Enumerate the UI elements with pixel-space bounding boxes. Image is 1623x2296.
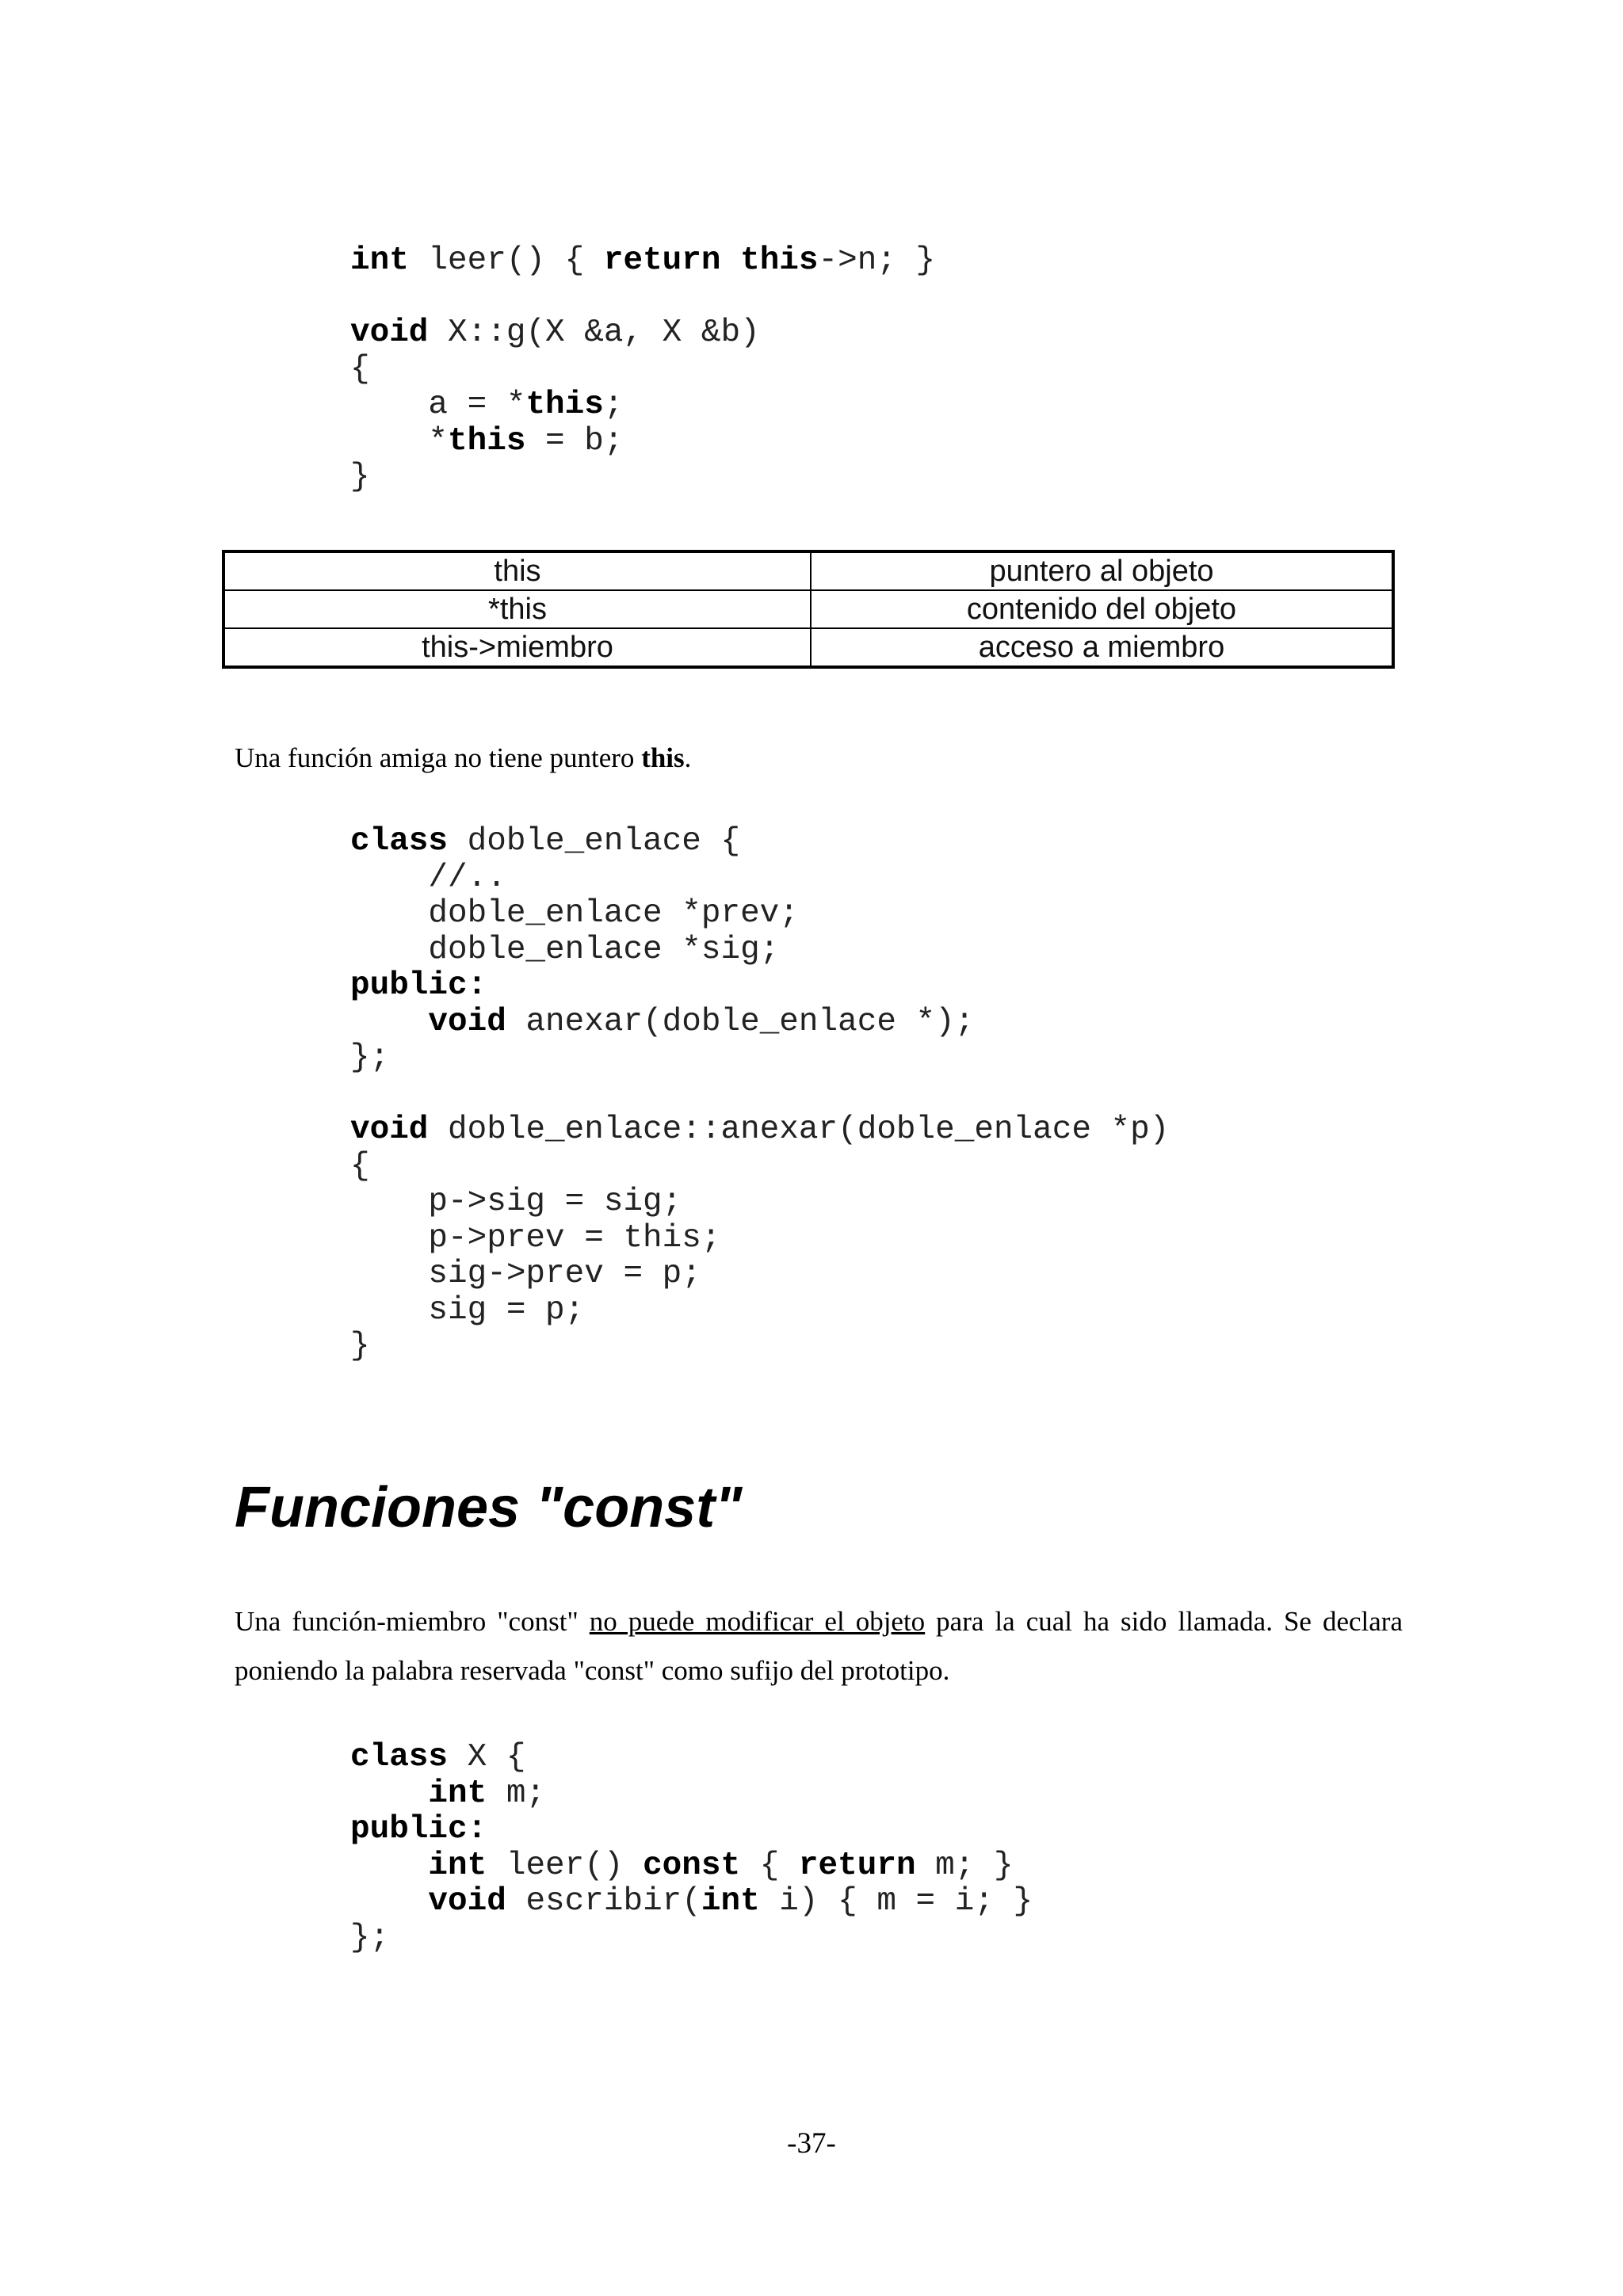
code-block-this: int leer() { return this->n; } void X::g(X &a, X &b) { a = *this; *this = b; } (350, 242, 936, 495)
table-row (223, 590, 1393, 628)
table-cell-meaning: puntero al objeto (811, 551, 1393, 590)
this-reference-table (222, 550, 1395, 669)
table-cell-meaning: contenido del objeto (811, 590, 1393, 628)
table-row (223, 551, 1393, 590)
paragraph-const-functions: Una función-miembro "const" no puede modificar el objeto para la cual ha sido llamada. Se declara poniendo la palabra reservada "const" como sufijo del prototipo. (235, 1606, 1403, 1686)
table-row (223, 628, 1393, 667)
page-number: -37- (787, 2127, 836, 2160)
paragraph-friend-function: Una función amiga no tiene puntero this. (235, 742, 692, 773)
code-block-const: class X { int m; public: int leer() const { return m; } void escribir(int i) { m = i; } }; (350, 1739, 1033, 1956)
underlined-phrase: no puede modificar el objeto (589, 1606, 926, 1637)
table-cell-expr: *this (223, 590, 811, 628)
section-heading: Funciones "const" (235, 1476, 743, 1539)
code-block-doble-enlace: class doble_enlace { //.. doble_enlace *prev; doble_enlace *sig; public: void anexar(doble_enlace *); }; void doble_enlace::anexar(doble_enlace *p) { p->sig = sig; p->prev = this; sig->prev = p; sig = p; } (350, 823, 1170, 1364)
table-cell-meaning: acceso a miembro (811, 628, 1393, 667)
table-cell-expr: this->miembro (223, 628, 811, 667)
table-cell-expr: this (223, 551, 811, 590)
